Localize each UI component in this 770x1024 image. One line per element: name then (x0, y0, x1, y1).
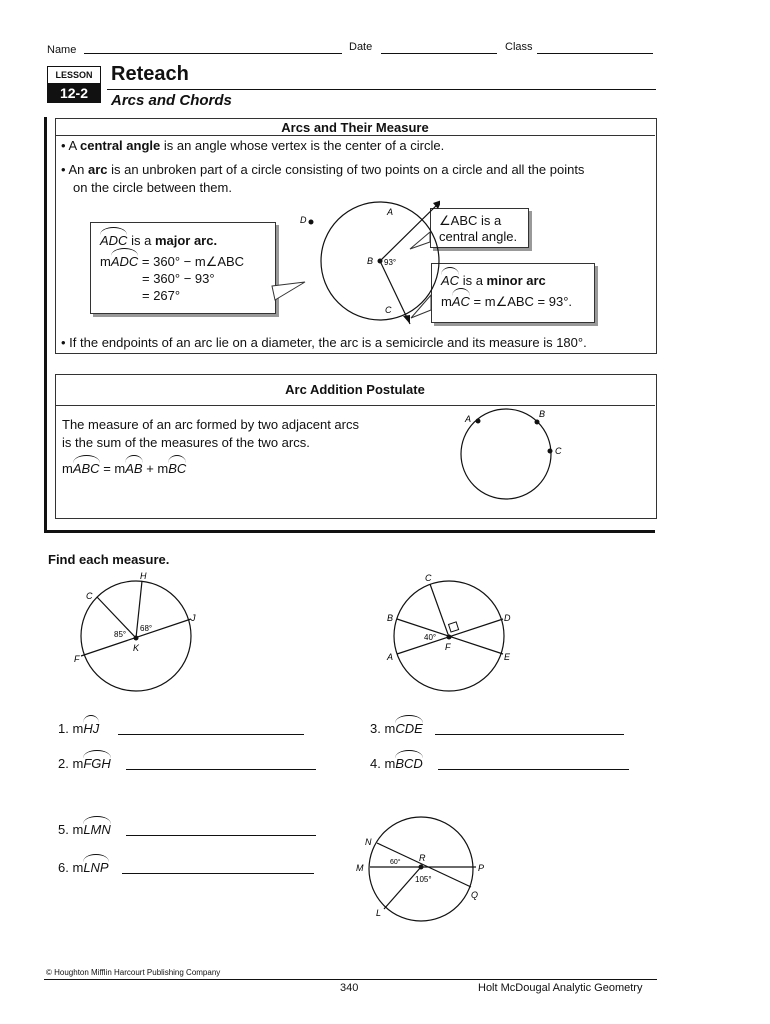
label-b: B (367, 256, 374, 266)
point-r (419, 865, 424, 870)
label-f: F (74, 654, 80, 664)
label-angle: 93° (384, 258, 397, 267)
minor-arc-line1: AC is a minor arc (441, 273, 546, 288)
radius-rl (384, 867, 421, 909)
label-c: C (555, 446, 562, 456)
answer-1[interactable] (118, 734, 304, 735)
label-d: D (504, 613, 511, 623)
class-field[interactable] (537, 53, 653, 54)
answer-4[interactable] (438, 769, 629, 770)
bullet-arc: • An arc is an unbroken part of a circle consisting of two points on a circle and all the points (61, 162, 585, 177)
arc-addition-heading: Arc Addition Postulate (285, 382, 425, 397)
label-q: Q (471, 890, 479, 900)
label-n: N (365, 837, 372, 847)
major-arc-line2: = 360° − 93° (142, 271, 215, 286)
page-number: 340 (340, 982, 359, 994)
label-e: E (504, 652, 511, 662)
lesson-number: 12-2 (47, 83, 101, 103)
label-b: B (387, 613, 394, 623)
minor-arc-line2: mAC = m∠ABC = 93°. (441, 294, 573, 309)
label-l: L (376, 908, 382, 918)
date-field[interactable] (381, 53, 497, 54)
label-f: F (445, 642, 451, 652)
arc-addition-line1: The measure of an arc formed by two adjacent arcs (62, 417, 359, 432)
label-a: A (465, 414, 472, 424)
major-arc-line1: mADC = 360° − m∠ABC (100, 254, 245, 269)
major-arc-line0: ADC is a major arc. (100, 233, 218, 248)
central-angle-line1: ∠ABC is a (439, 213, 502, 228)
pointer-minor (411, 295, 431, 318)
label-m: M (356, 863, 364, 873)
arc-addition-diagram (455, 408, 575, 508)
label-a: A (387, 207, 394, 217)
label-r: R (419, 853, 426, 863)
lesson-label: LESSON (47, 66, 101, 84)
page-subtitle: Arcs and Chords (111, 92, 232, 109)
footer-rule (44, 979, 657, 980)
radius-fc (430, 584, 449, 637)
label-d: D (300, 215, 307, 225)
copyright: © Houghton Mifflin Harcourt Publishing Company (46, 968, 221, 977)
bullet-arc-line2: on the circle between them. (73, 180, 232, 195)
arc-addition-formula: mABC = mAB + mBC (62, 461, 187, 476)
label-c: C (425, 573, 432, 583)
name-field[interactable] (84, 53, 342, 54)
label-angle-60: 60° (390, 859, 401, 866)
point-a (476, 419, 481, 424)
arrow-c (403, 315, 410, 324)
class-label: Class (505, 41, 533, 53)
left-bar (44, 117, 47, 532)
pointer-central (410, 232, 430, 249)
answer-3[interactable] (435, 734, 624, 735)
right-angle-mark (449, 622, 459, 632)
date-label: Date (349, 41, 373, 53)
figure-3 (350, 812, 500, 932)
bullet-semicircle: • If the endpoints of an arc lie on a diameter, the arc is a semicircle and its measure is 180°. (61, 335, 587, 350)
point-c (548, 449, 553, 454)
point-b (535, 420, 540, 425)
bottom-bar (44, 530, 655, 533)
label-b: B (539, 409, 546, 419)
label-h: H (140, 571, 147, 581)
point-b (378, 259, 383, 264)
point-d (309, 220, 314, 225)
pointer-major (272, 282, 305, 300)
label-angle-85: 85° (114, 630, 127, 639)
question-5: 5. mLMN (58, 822, 111, 837)
central-angle-diagram (270, 185, 440, 335)
find-heading: Find each measure. (48, 552, 170, 567)
label-c: C (86, 591, 93, 601)
label-angle-68: 68° (140, 624, 153, 633)
major-arc-line3: = 267° (142, 288, 181, 303)
page-title: Reteach (111, 63, 189, 85)
title-rule (107, 89, 656, 90)
arc-addition-line2: is the sum of the measures of the two arcs. (62, 435, 310, 450)
label-p: P (478, 863, 485, 873)
central-angle-line2: central angle. (439, 229, 518, 244)
figure-1 (70, 568, 210, 698)
point-f (447, 635, 452, 640)
label-j: J (191, 613, 196, 623)
name-label: Name (47, 44, 77, 56)
arcs-measure-heading: Arcs and Their Measure (281, 120, 429, 135)
point-k (134, 636, 139, 641)
bullet-central-angle: • A central angle is an angle whose vertex is the center of a circle. (61, 138, 445, 153)
question-4: 4. mBCD (370, 756, 423, 771)
answer-2[interactable] (126, 769, 316, 770)
label-angle-40: 40° (424, 633, 437, 642)
label-a: A (387, 652, 394, 662)
label-c: C (385, 305, 392, 315)
question-1: 1. mHJ (58, 721, 100, 736)
label-k: K (133, 643, 140, 653)
book-title: Holt McDougal Analytic Geometry (478, 982, 643, 994)
question-2: 2. mFGH (58, 756, 111, 771)
answer-6[interactable] (122, 873, 314, 874)
figure-2 (378, 568, 518, 698)
question-3: 3. mCDE (370, 721, 423, 736)
label-angle-105: 105° (415, 875, 432, 884)
question-6: 6. mLNP (58, 860, 109, 875)
answer-5[interactable] (126, 835, 316, 836)
